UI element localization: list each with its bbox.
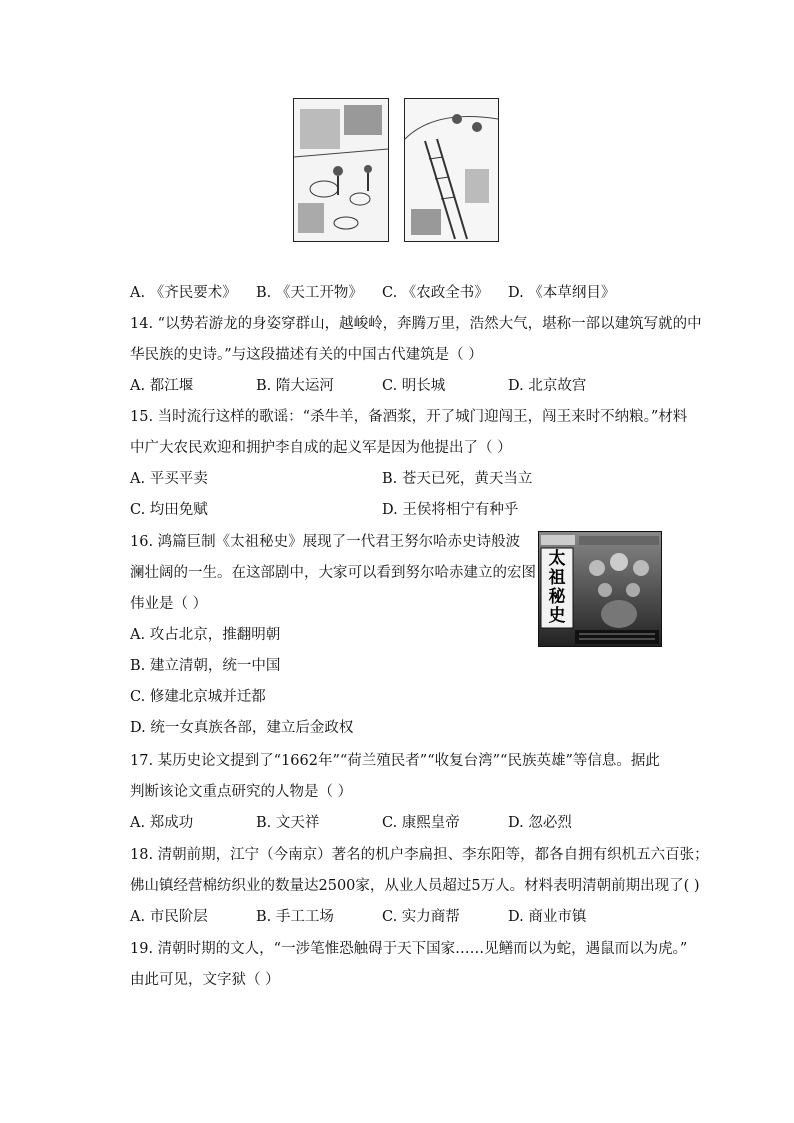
q17-option-b[interactable]: B. 文天祥	[256, 815, 320, 831]
woodcut-left-icon	[294, 99, 388, 241]
q17-option-c[interactable]: C. 康熙皇帝	[382, 815, 460, 831]
q14-option-d[interactable]: D. 北京故宫	[508, 378, 587, 394]
q15-option-b[interactable]: B. 苍天已死，黄天当立	[382, 471, 533, 487]
q14-text-line1: 14. “以势若游龙的身姿穿群山，越峻岭，奔腾万里，浩然大气，堪称一部以建筑写就的中	[130, 316, 702, 332]
q15-option-a[interactable]: A. 平买平卖	[130, 471, 208, 487]
q14-option-b[interactable]: B. 隋大运河	[256, 378, 334, 394]
poster-title	[543, 550, 571, 626]
q13-option-c[interactable]: C. 《农政全书》	[382, 285, 489, 301]
q18-text-line2: 佛山镇经营棉纺织业的数量达2500家，从业人员超过5万人。材料表明清朝前期出现了( )	[130, 878, 700, 894]
q16-option-c[interactable]: C. 修建北京城并迁都	[130, 689, 266, 705]
q19-text-line1: 19. 清朝时期的文人，“一涉笔惟恐触碍于天下国家……见鳝而以为蛇，遇鼠而以为虎。”	[130, 941, 688, 957]
q13-option-a[interactable]: A. 《齐民要术》	[130, 285, 237, 301]
q15-option-c[interactable]: C. 均田免赋	[130, 502, 208, 518]
q13-option-d[interactable]: D. 《本草纲目》	[508, 285, 616, 301]
poster-title-char-4: 史	[548, 606, 566, 626]
poster-title-char-2: 祖	[548, 568, 566, 588]
q16-text-line3: 伟业是（ ）	[130, 596, 208, 612]
poster-title-char-3: 秘	[548, 587, 566, 607]
q13-option-b[interactable]: B. 《天工开物》	[256, 285, 363, 301]
q14-text-line2: 华民族的史诗。”与这段描述有关的中国古代建筑是（ ）	[130, 347, 483, 363]
q14-option-a[interactable]: A. 都江堰	[130, 378, 194, 394]
q16-text-line1: 16. 鸿篇巨制《太祖秘史》展现了一代君王努尔哈赤史诗般波	[130, 534, 521, 550]
poster-taizu-mishi	[538, 531, 662, 647]
q15-text-line2: 中广大农民欢迎和拥护李自成的起义军是因为他提出了（ ）	[130, 440, 512, 456]
q18-text-line1: 18. 清朝前期，江宁（今南京）著名的机户李扁担、李东阳等，都各自拥有织机五六百张；	[130, 847, 709, 863]
q16-text-line2: 澜壮阔的一生。在这部剧中，大家可以看到努尔哈赤建立的宏图	[130, 565, 536, 581]
poster-title-char-1: 太	[548, 549, 566, 569]
q18-option-b[interactable]: B. 手工工场	[256, 909, 334, 925]
q17-option-a[interactable]: A. 郑成功	[130, 815, 194, 831]
illustration-dyeing	[293, 98, 389, 242]
q18-option-c[interactable]: C. 实力商帮	[382, 909, 460, 925]
q16-option-a[interactable]: A. 攻占北京，推翻明朝	[130, 627, 281, 643]
q14-option-c[interactable]: C. 明长城	[382, 378, 446, 394]
q18-option-a[interactable]: A. 市民阶层	[130, 909, 208, 925]
q16-option-d[interactable]: D. 统一女真族各部，建立后金政权	[130, 720, 354, 736]
q17-text-line2: 判断该论文重点研究的人物是（ ）	[130, 784, 353, 800]
q19-text-line2: 由此可见，文字狱（ ）	[130, 972, 280, 988]
q17-text-line1: 17. 某历史论文提到了“1662年”“荷兰殖民者”“收复台湾”“民族英雄”等信息。据此	[130, 753, 660, 769]
q17-option-d[interactable]: D. 忽必烈	[508, 815, 572, 831]
q18-option-d[interactable]: D. 商业市镇	[508, 909, 587, 925]
woodcut-right-icon	[405, 99, 498, 241]
q15-option-d[interactable]: D. 王侯将相宁有种乎	[382, 502, 519, 518]
q16-option-b[interactable]: B. 建立清朝，统一中国	[130, 658, 281, 674]
illustration-well	[404, 98, 499, 242]
q15-text-line1: 15. 当时流行这样的歌谣：“杀牛羊，备酒浆，开了城门迎闯王，闯王来时不纳粮。”材料	[130, 409, 688, 425]
